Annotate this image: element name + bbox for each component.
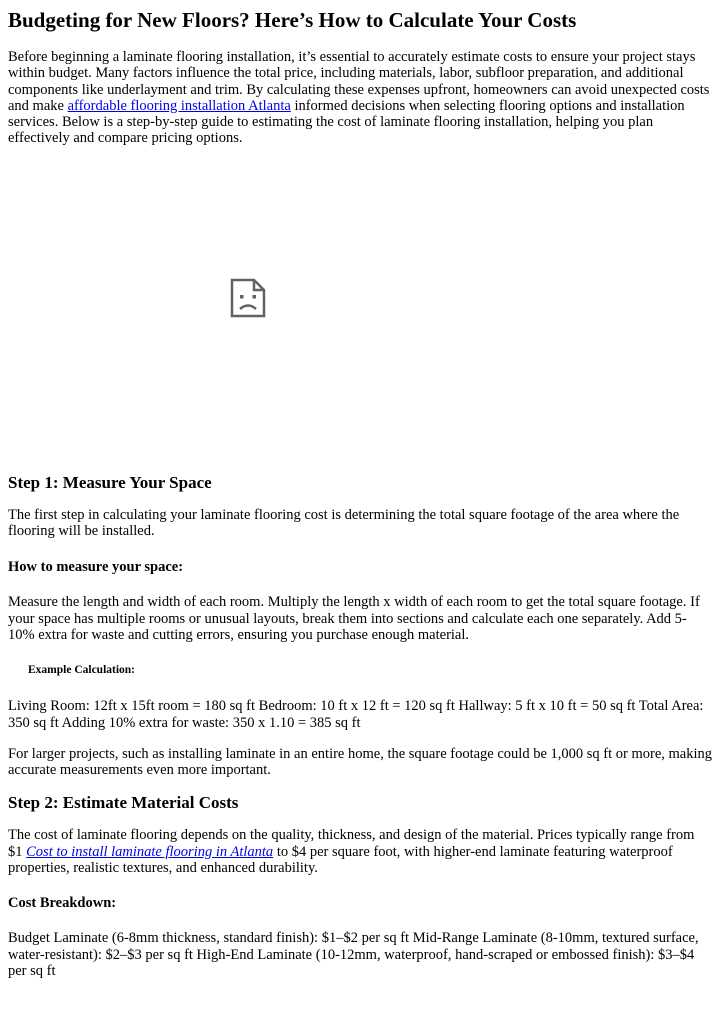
- material-text-before-link: The cost of laminate flooring depends on the quality, thickness, and design of the material. Prices typically range from $1: [8, 827, 695, 860]
- step1-intro-paragraph: The first step in calculating your laminate flooring cost is determining the total square footage of the area where the flooring will be installed.: [8, 506, 680, 540]
- example-calculation-heading: Example Calculation:: [28, 664, 136, 677]
- material-text-after-link: to $4 per square foot, with higher-end laminate featuring waterproof properties, realistic textures, and enhanced durability.: [8, 843, 673, 877]
- intro-text-before-link: Before beginning a laminate flooring installation, it’s essential to accurately estimate costs to ensure your project stays within budget. Many factors influence the total price, including materials, labor, subfloor preparation, and additional components like underlayment and trim. By calculating these expenses upfront, homeowners can avoid unexpected costs and make: [8, 49, 710, 114]
- broken-image-icon: [230, 278, 266, 318]
- step2-heading: Step 2: Estimate Material Costs: [8, 793, 239, 813]
- intro-paragraph: [8, 49, 712, 147]
- page-title: Budgeting for New Floors? Here’s How to Calculate Your Costs: [8, 8, 577, 32]
- material-costs-paragraph: [8, 827, 712, 876]
- step1-heading: Step 1: Measure Your Space: [8, 472, 212, 492]
- cost-to-install-link[interactable]: Cost to install laminate flooring in Atlanta: [26, 843, 274, 860]
- cost-breakdown-paragraph: Budget Laminate (6-8mm thickness, standard finish): $1–$2 per sq ft Mid-Range Laminate (8-10mm, textured surface, water-resistant): $2–$3 per sq ft High-End Laminate (10-12mm, waterproof, hand-scraped or embossed finish): $3–$4 per sq ft: [8, 930, 699, 979]
- measure-instructions-paragraph: Measure the length and width of each room. Multiply the length x width of each room to get the total square footage. If your space has multiple rooms or unusual layouts, break them into sections and calculate each one separately. Add 5-10% extra for waste and cutting errors, ensuring you purchase enough material.: [8, 594, 700, 643]
- affordable-flooring-link[interactable]: affordable flooring installation Atlanta: [67, 97, 291, 114]
- cost-breakdown-subheading: Cost Breakdown:: [8, 895, 117, 912]
- larger-projects-paragraph: For larger projects, such as installing laminate in an entire home, the square footage could be 1,000 sq ft or more, making accurate measurements even more important.: [8, 745, 713, 779]
- article: [0, 8, 720, 979]
- intro-text-after-link: informed decisions when selecting flooring options and installation services. Below is a step-by-step guide to estimating the cost of laminate flooring installation, helping you plan effectively and compare pricing options.: [8, 97, 685, 147]
- example-calculation-paragraph: Living Room: 12ft x 15ft room = 180 sq ft Bedroom: 10 ft x 12 ft = 120 sq ft Hallway: 5 ft x 10 ft = 50 sq ft Total Area: 350 sq ft Adding 10% extra for waste: 350 x 1.10 = 385 sq ft: [8, 698, 704, 731]
- article-image: [8, 147, 712, 459]
- measure-subheading: How to measure your space:: [8, 559, 184, 576]
